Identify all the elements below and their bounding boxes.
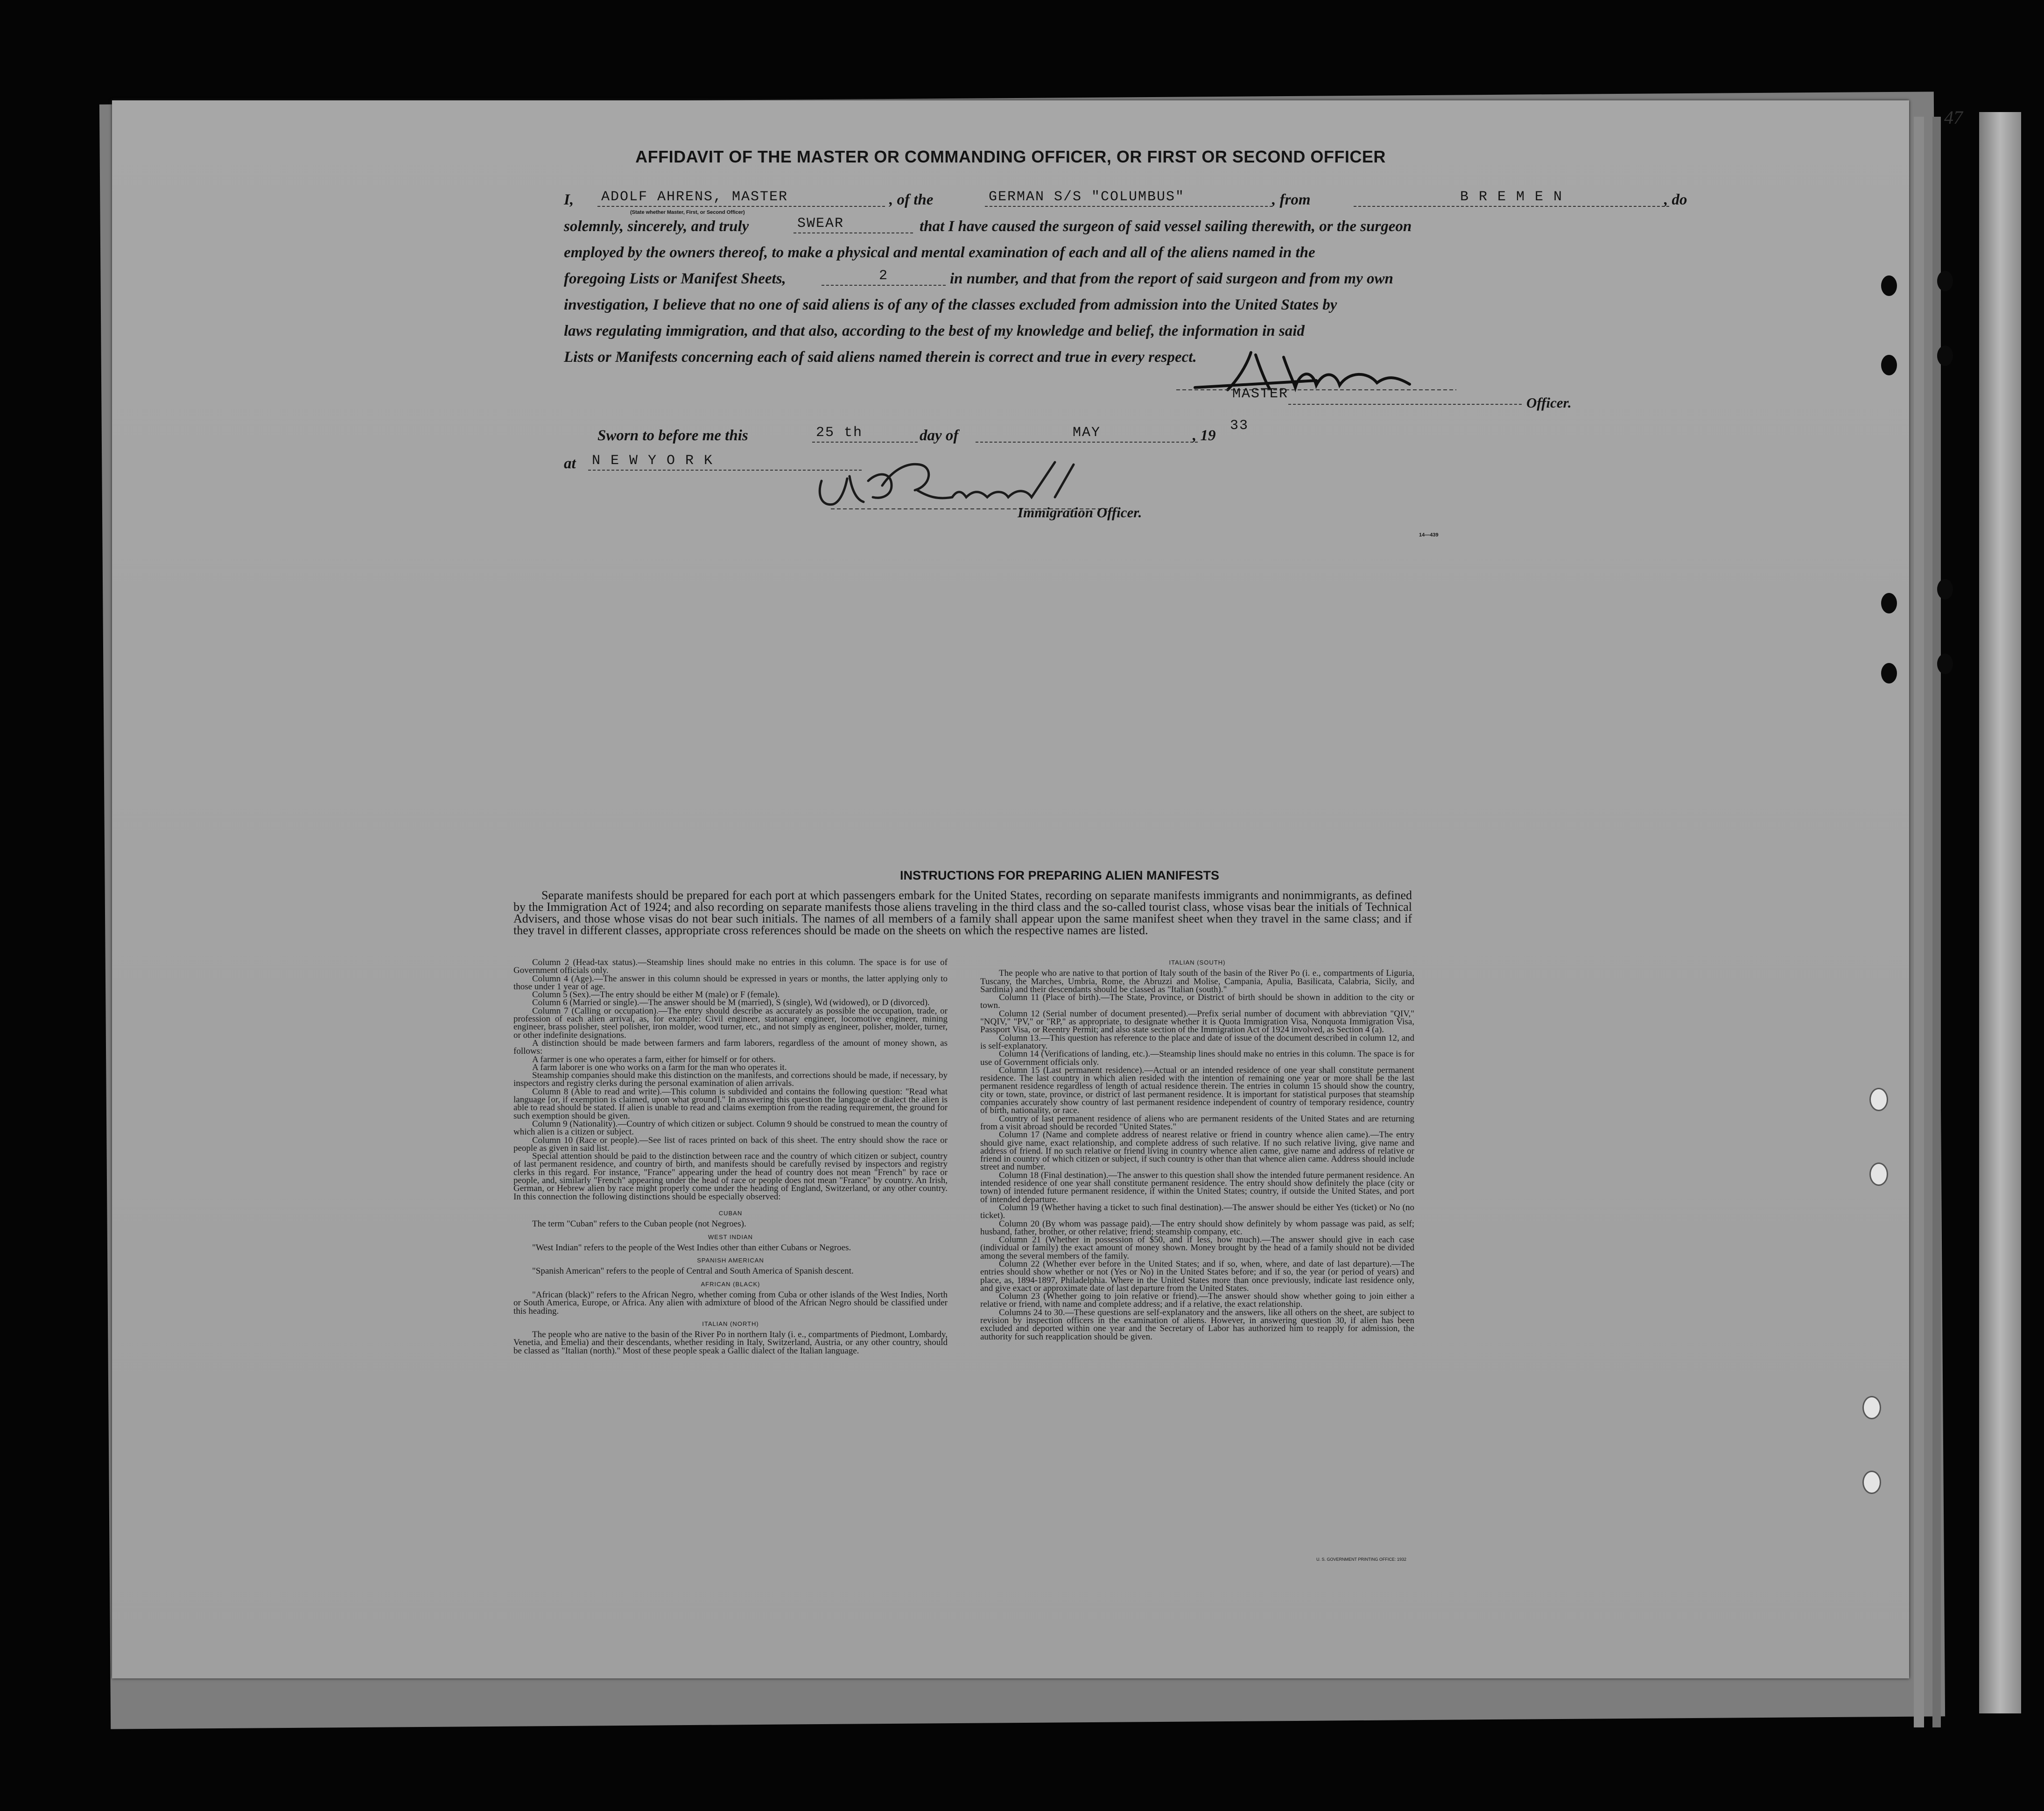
- instruction-paragraph: Column 5 (Sex).—The entry should be either M (male) or F (female).: [532, 990, 780, 1000]
- binder-hole: [1881, 355, 1897, 375]
- instructions-intro: Separate manifests should be prepared for each port at which passengers embark for the United States, recording on separate manifests immigrants and nonimmigrants, as defined by the Immigration Act of 1924; and also recording on separate manifests those aliens traveling in the third class and the so-called tourist class, whose visas bear the initials of Technical Advisers, and those whose visas do not bear such initials. The names of all members of a family shall appear upon the same manifest sheet when they travel in the same class; and if they travel in different classes, appropriate cross references should be made on the sheets on which the respective names are listed.: [513, 888, 1412, 937]
- printing-office-note: U. S. GOVERNMENT PRINTING OFFICE: 1932: [1316, 1557, 1406, 1562]
- section-heading: ITALIAN (SOUTH): [1169, 959, 1226, 966]
- sheet-count-field: 2: [822, 268, 946, 286]
- sworn-month-field: MAY: [976, 425, 1198, 443]
- section-heading: SPANISH AMERICAN: [697, 1257, 764, 1264]
- do-label: , do: [1664, 191, 1687, 208]
- instruction-paragraph: Column 21 (Whether in possession of $50, and if less, how much).—The answer should give in each case (individual or family) the exact amount of money shown. Money brought by the head of a family should not be divided among the several members of the family.: [980, 1235, 1414, 1261]
- sheet-number: 47: [1944, 107, 1963, 128]
- affidavit-line-5: investigation, I believe that no one of said aliens is of any of the classes excluded from admission into the United States by: [564, 296, 1337, 313]
- master-signature: [1176, 343, 1466, 399]
- instruction-paragraph: Special attention should be paid to the distinction between race and the country of which citizen or subject, country of last permanent residence, and country of birth, and manifests should be carefully revised by inspectors and registry clerks in this regard. For instance, "France" appearing under the head of country does not mean "French" by race or people, and, similarly "French" appearing under the head of race or people does not mean "France" by country. An Irish, German, or Hebrew alien by race might properly come under the heading of England, Switzerland, or any other country. In this connection the following distinctions should be especially observed:: [513, 1151, 948, 1202]
- section-text: "African (black)" refers to the African Negro, whether coming from Cuba or other islands of the West Indies, North or South America, Europe, or Africa. Any alien with admixture of blood of the African Negro should be classified under this heading.: [513, 1290, 948, 1316]
- line2-a: solemnly, sincerely, and truly: [564, 218, 749, 235]
- binder-hole: [1862, 1471, 1881, 1494]
- oath-field: SWEAR: [794, 216, 913, 233]
- binder-hole: [1937, 654, 1953, 674]
- section-heading: AFRICAN (BLACK): [701, 1280, 760, 1288]
- page-edge: [1914, 117, 1924, 1727]
- instruction-paragraph: Column 4 (Age).—The answer in this column should be expressed in years or months, the latter applying only to those under 1 year of age.: [513, 973, 948, 992]
- instruction-paragraph: Column 18 (Final destination).—The answer to this question shall show the intended future permanent residence. An intended residence of one year shall constitute permanent residence. The entry should show definitely the place (city or town) of intended future permanent residence, if within the United States; country, if outside the United States, and port of intended departure.: [980, 1170, 1414, 1205]
- sworn-prefix: Sworn to before me this: [597, 427, 748, 444]
- instruction-paragraph: A farm laborer is one who works on a farm for the man who operates it.: [532, 1062, 787, 1072]
- binder-hole: [1869, 1088, 1888, 1111]
- instruction-paragraph: Columns 24 to 30.—These questions are self-explanatory and the answers, like all others on the sheet, are subject to revision by inspection officers in the examination of aliens. However, in answering question 30, if alien has been excluded and deported within one year and the Secretary of Labor has authorized him to reapply for admission, the authority for such reapplication should be given.: [980, 1307, 1414, 1342]
- of-the-label: , of the: [889, 191, 934, 208]
- binder-hole: [1881, 663, 1897, 684]
- affidavit-title: AFFIDAVIT OF THE MASTER OR COMMANDING OFFICER, OR FIRST OR SECOND OFFICER: [635, 147, 1386, 166]
- instructions-right-column: [980, 958, 1414, 1341]
- form-number: 14—439: [1419, 532, 1439, 538]
- affidavit-line-3: employed by the owners thereof, to make a physical and mental examination of each and all of the aliens named in the: [564, 244, 1315, 261]
- binding-strip: [1979, 112, 2021, 1713]
- affidavit-line-1: [564, 191, 574, 209]
- instruction-paragraph: Column 14 (Verifications of landing, etc.).—Steamship lines should make no entries in this column. The space is for use of Government officials only.: [980, 1049, 1414, 1067]
- officer-hint: (State whether Master, First, or Second Officer): [630, 210, 745, 215]
- instruction-paragraph: Column 22 (Whether ever before in the United States; and if so, when, where, and date of last departure).—The entries should show whether or not (Yes or No) in the United States before; and if so, the year (or period of years) and place, as, 1894-1897, Philadelphia. Where in the United States more than once previously, indicate last residence only, and give exact or approximate date of last departure from the United States.: [980, 1259, 1414, 1293]
- instruction-paragraph: Column 12 (Serial number of document presented).—Prefix serial number of document with abbreviation "QIV," "NQIV," "PV," or "RP," as appropriate, to designate whether it is Quota Immigration Visa, Nonquota Immigration Visa, Passport Visa, or Reentry Permit; and also state section of the Immigration Act of 1924 involved, as Section 4 (a).: [980, 1008, 1414, 1035]
- instruction-paragraph: Column 9 (Nationality).—Country of which citizen or subject. Column 9 should be construed to mean the country of which alien is a citizen or subject.: [513, 1119, 948, 1137]
- instructions-left-column: [513, 958, 948, 1355]
- instruction-paragraph: Column 2 (Head-tax status).—Steamship lines should make no entries in this column. The space is for use of Government officials only.: [513, 958, 948, 976]
- instruction-paragraph: Column 10 (Race or people).—See list of races printed on back of this sheet. The entry should show the race or people as given in said list.: [513, 1135, 948, 1153]
- instructions-title: INSTRUCTIONS FOR PREPARING ALIEN MANIFESTS: [899, 868, 1220, 882]
- year-prefix: , 19: [1193, 427, 1216, 444]
- i-prefix: I,: [564, 191, 574, 208]
- year-suffix: 33: [1230, 418, 1249, 434]
- instruction-paragraph: Column 23 (Whether going to join relative or friend).—The answer should show whether going to join either a relative or friend, with name and complete address; and if a relative, the exact relationship.: [980, 1291, 1414, 1310]
- section-text: The people who are native to the basin of the River Po in northern Italy (i. e., compartments of Piedmont, Lombardy, Venetia, and Emelia) and their descendants, whether residing in Italy, Switzerland, Austria, or any other country, should be classed as "Italian (north)." Most of these people speak a Gallic dialect of the Italian language.: [513, 1330, 948, 1356]
- day-of-label: day of: [920, 427, 959, 444]
- vessel-field: GERMAN S/S "COLUMBUS": [985, 189, 1272, 207]
- section-text: "West Indian" refers to the people of the West Indies other than either Cubans or Negroes.: [532, 1242, 851, 1253]
- instruction-paragraph: Column 20 (By whom was passage paid).—The entry should show definitely by whom passage was paid, as self; husband, father, brother, or other relative; friend; steamship company, etc.: [980, 1219, 1414, 1237]
- place-field: N E W Y O R K: [588, 453, 862, 471]
- sworn-day-field: 25 th: [812, 425, 918, 443]
- binder-hole: [1937, 579, 1953, 599]
- binder-hole: [1862, 1396, 1881, 1419]
- affidavit-line-7: Lists or Manifests concerning each of said aliens named therein is correct and true in every respect.: [564, 349, 1197, 366]
- instruction-paragraph: A distinction should be made between farmers and farm laborers, regardless of the amount of money shown, as follows:: [513, 1038, 948, 1057]
- officer-name-field: ADOLF AHRENS, MASTER: [597, 189, 885, 207]
- affidavit-line-6: laws regulating immigration, and that also, according to the best of my knowledge and belief, the information in said: [564, 323, 1305, 339]
- instruction-paragraph: Column 6 (Married or single).—The answer should be M (married), S (single), Wd (widowed), or D (divorced).: [532, 998, 930, 1008]
- line4-b: in number, and that from the report of said surgeon and from my own: [950, 270, 1393, 287]
- line2-b: that I have caused the surgeon of said vessel sailing therewith, or the surgeon: [920, 218, 1412, 235]
- instruction-paragraph: Steamship companies should make this distinction on the manifests, and corrections should be made, if necessary, by inspectors and registry clerks during the personal examination of alien arrivals.: [513, 1071, 948, 1089]
- binder-hole: [1937, 345, 1953, 366]
- officer-suffix: Officer.: [1526, 395, 1572, 411]
- from-label: , from: [1272, 191, 1311, 208]
- instruction-paragraph: The people who are native to that portion of Italy south of the basin of the River Po (i. e., compartments of Liguria, Tuscany, the Marches, Umbria, Rome, the Abruzzi and Molise, Campania, Apulia, Basilicata, Calabria, Sicily, and Sardinia) and their descendants should be classed as "Italian (south).": [980, 968, 1414, 994]
- binder-hole: [1869, 1163, 1888, 1186]
- instruction-paragraph: Country of last permanent residence of aliens who are permanent residents of the United States and are returning from a visit abroad should be recorded "United States.": [980, 1113, 1414, 1132]
- instruction-paragraph: Column 19 (Whether having a ticket to such final destination).—The answer should be either Yes (ticket) or No (no ticket).: [980, 1202, 1414, 1221]
- section-text: The term "Cuban" refers to the Cuban people (not Negroes).: [532, 1219, 746, 1229]
- signer-title: MASTER: [1232, 386, 1289, 402]
- instruction-paragraph: Column 11 (Place of birth).—The State, Province, or District of birth should be shown in addition to the city or town.: [980, 993, 1414, 1011]
- immigration-officer-label: Immigration Officer.: [1018, 504, 1142, 521]
- section-text: "Spanish American" refers to the people of Central and South America of Spanish descent.: [532, 1266, 854, 1276]
- instruction-paragraph: Column 17 (Name and complete address of nearest relative or friend in country whence alien came).—The entry should give name, exact relationship, and complete address of such relative. If no such relative living, give name and address of friend. If no such relative or friend living in country whence alien came, give name and address of relative or friend in country of which citizen or subject, if such country is other than that whence alien came. Address should include street and number.: [980, 1130, 1414, 1172]
- instruction-paragraph: Column 7 (Calling or occupation).—The entry should describe as accurately as possible the occupation, trade, or profession of each alien arrival, as, for example: Civil engineer, stationary engineer, locomotive engineer, mining engineer, brass polisher, steel polisher, iron molder, wood turner, etc., and not simply as engineer, polisher, molder, turner, or other indefinite designations.: [513, 1006, 948, 1040]
- instruction-paragraph: Column 13.—This question has reference to the place and date of issue of the document described in column 12, and is self-explanatory.: [980, 1033, 1414, 1051]
- binder-hole: [1937, 271, 1953, 291]
- binder-hole: [1881, 593, 1897, 613]
- officer-rule: [1288, 404, 1522, 405]
- port-field: B R E M E N: [1354, 189, 1669, 207]
- instruction-paragraph: Column 8 (Able to read and write).—This column is subdivided and contains the following question: "Read what language [or, if exemption is claimed, upon what ground]." In answering this question the language or dialect the alien is able to read should be stated. If alien is unable to read and claims exemption from the reading requirement, the ground for such exemption should be given.: [513, 1086, 948, 1121]
- section-heading: WEST INDIAN: [708, 1233, 753, 1240]
- instruction-paragraph: Column 15 (Last permanent residence).—Actual or an intended residence of one year shall constitute permanent residence. The last country in which alien resided with the intention of remaining one year or more shall be the last permanent residence regardless of length of actual residence therein. The entries in column 15 should show the country, city or town, state, province, or district of last permanent residence. It is important for statistical purposes that steamship companies accurately show country of last permanent residence independent of country of temporary residence, country of birth, nationality, or race.: [980, 1065, 1414, 1116]
- instruction-paragraph: A farmer is one who operates a farm, either for himself or for others.: [532, 1054, 776, 1064]
- binder-hole: [1881, 275, 1897, 296]
- at-label: at: [564, 455, 576, 472]
- line4-a: foregoing Lists or Manifest Sheets,: [564, 270, 786, 287]
- section-heading: CUBAN: [718, 1209, 743, 1217]
- section-heading: ITALIAN (NORTH): [702, 1320, 759, 1327]
- manifest-page: [112, 100, 1909, 1678]
